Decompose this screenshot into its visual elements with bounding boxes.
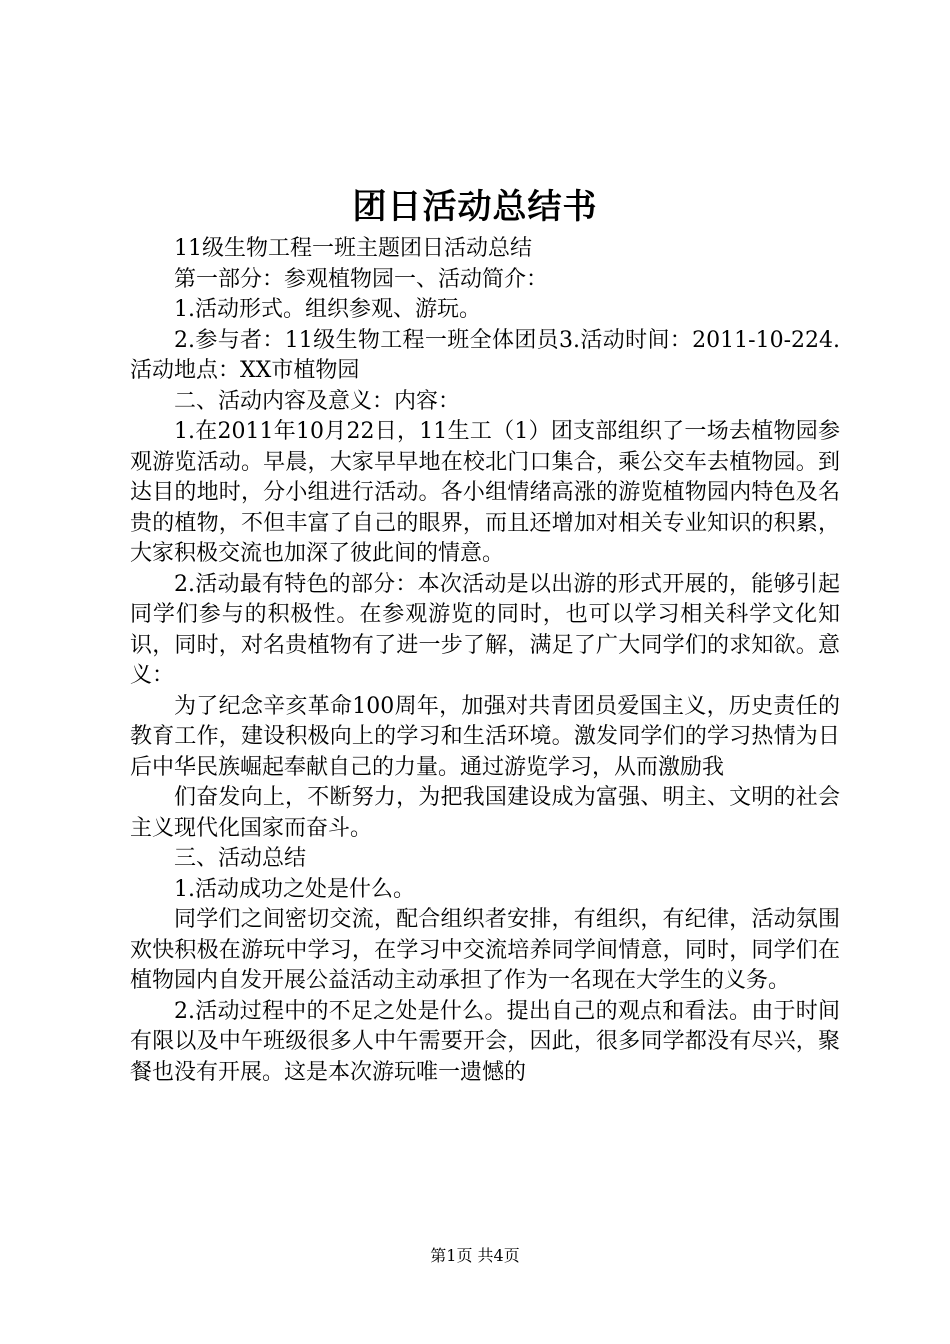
- paragraph-significance: 为了纪念辛亥革命100周年，加强对共青团员爱国主义，历史责任的教育工作，建设积极向上的学习和生活环境。激发同学们的学习热情为日后中华民族崛起奉献自己的力量。通过游览学习，从而激励我: [130, 693, 840, 780]
- document-title: 团日活动总结书: [352, 187, 598, 227]
- paragraph-section-two: 二、活动内容及意义：内容：: [174, 388, 461, 414]
- paragraph-content-1: 1.在2011年10月22日，11生工（1）团支部组织了一场去植物园参观游览活动。早晨，大家早早地在校北门口集合，乘公交车去植物园。到达目的地时，分小组进行活动。各小组情绪高涨的游览植物园内特色及名贵的植物，不但丰富了自己的眼界，而且还增加对相关专业知识的积累，大家积极交流也加深了彼此间的情意。: [130, 419, 840, 566]
- paragraph-success-heading: 1.活动成功之处是什么。: [174, 876, 415, 902]
- paragraph-shortcomings: 2.活动过程中的不足之处是什么。提出自己的观点和看法。由于时间有限以及中午班级很多人中午需要开会，因此，很多同学都没有尽兴，聚餐也没有开展。这是本次游玩唯一遗憾的: [130, 998, 840, 1085]
- page-footer: 第1页 共4页: [430, 1246, 520, 1265]
- document-body: [130, 234, 840, 1088]
- paragraph-section-three: 三、活动总结: [174, 846, 307, 871]
- paragraph-activity-form: 1.活动形式。组织参观、游玩。: [174, 297, 481, 322]
- paragraph-success-body: 同学们之间密切交流，配合组织者安排，有组织，有纪律，活动氛围欢快积极在游玩中学习，在学习中交流培养同学间情意，同时，同学们在植物园内自发开展公益活动主动承担了作为一名现在大学生的义务。: [130, 907, 840, 993]
- paragraph-subtitle: 11级生物工程一班主题团日活动总结: [174, 236, 532, 261]
- paragraph-content-2: 2.活动最有特色的部分：本次活动是以出游的形式开展的，能够引起同学们参与的积极性。在参观游览的同时，也可以学习相关科学文化知识，同时，对名贵植物有了进一步了解，满足了广大同学们的求知欲。意义：: [130, 571, 840, 688]
- paragraph-significance-cont: 们奋发向上，不断努力，为把我国建设成为富强、明主、文明的社会主义现代化国家而奋斗。: [130, 785, 840, 841]
- paragraph-participants: 2.参与者：11级生物工程一班全体团员3.活动时间：2011-10-224.活动地点：XX市植物园: [130, 327, 840, 383]
- paragraph-part-one: 第一部分：参观植物园一、活动简介：: [174, 266, 549, 292]
